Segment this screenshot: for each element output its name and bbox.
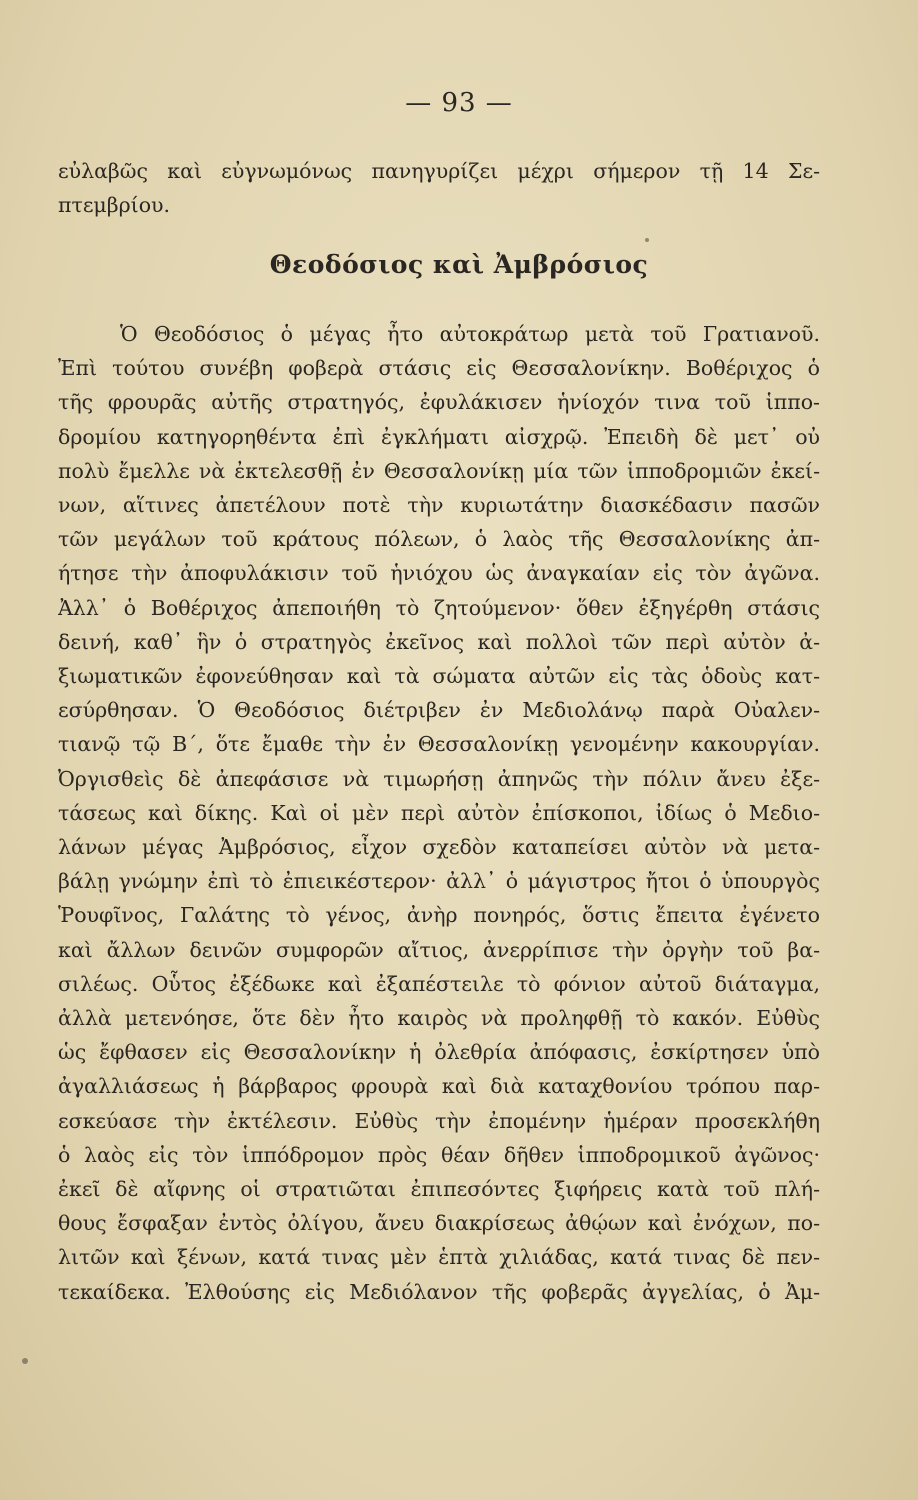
text-line: εσκεύασε τὴν ἐκτέλεσιν. Εὐθὺς τὴν ἐπομένην ἡμέραν προσεκλήθη (58, 1108, 820, 1133)
body-paragraph (58, 317, 820, 1309)
text-line: ὡς ἔφθασεν εἰς Θεσσαλονίκην ἡ ὀλεθρία ἀπόφασις, ἐσκίρτησεν ὑπὸ (58, 1040, 820, 1065)
text-line: ἀγαλλιάσεως ἡ βάρβαρος φρουρὰ καὶ διὰ καταχθονίου τρόπου παρ- (58, 1074, 820, 1099)
text-line: ήτησε τὴν ἀποφυλάκισιν τοῦ ἡνιόχου ὡς ἀναγκαίαν εἰς τὸν ἀγῶνα. (58, 561, 820, 586)
section-heading: Θεοδόσιος καὶ Ἀμβρόσιος (269, 250, 649, 279)
text-line: Ὁ Θεοδόσιος ὁ μέγας ἦτο αὐτοκράτωρ μετὰ τοῦ Γρατιανοῦ. (120, 322, 820, 346)
text-line: τιανῷ τῷ Β΄, ὅτε ἔμαθε τὴν ἐν Θεσσαλονίκῃ γενομένην κακουργίαν. (58, 732, 820, 757)
text-line: δεινή, καθ᾽ ἣν ὁ στρατηγὸς ἐκεῖνος καὶ πολλοὶ τῶν περὶ αὐτὸν ἀ- (58, 629, 820, 654)
text-line: Ὀργισθεὶς δὲ ἀπεφάσισε νὰ τιμωρήσῃ ἀπηνῶς τὴν πόλιν ἄνευ ἐξε- (58, 766, 820, 791)
text-line: ἐκεῖ δὲ αἴφνης οἱ στρατιῶται ἐπιπεσόντες ξιφήρεις κατὰ τοῦ πλή- (58, 1177, 820, 1202)
text-line: τῆς φρουρᾶς αὐτῆς στρατηγός, ἐφυλάκισεν ἡνίοχόν τινα τοῦ ἱππο- (58, 390, 820, 415)
paper-speck (645, 238, 649, 242)
text-line: τεκαίδεκα. Ἐλθούσης εἰς Μεδιόλανον τῆς φοβερᾶς ἀγγελίας, ὁ Ἀμ- (58, 1279, 820, 1304)
text-line: Ἐπὶ τούτου συνέβη φοβερὰ στάσις εἰς Θεσσαλονίκην. Βοθέριχος ὁ (58, 356, 820, 381)
page-number: — 93 — (405, 88, 513, 118)
text-line: βάλῃ γνώμην ἐπὶ τὸ ἐπιεικέστερον· ἀλλ᾽ ὁ μάγιστρος ἤτοι ὁ ὑπουργὸς (58, 869, 820, 894)
text-line: ἀλλὰ μετενόησε, ὅτε δὲν ἦτο καιρὸς νὰ προληφθῇ τὸ κακόν. Εὐθὺς (58, 1006, 820, 1031)
paper-speck (22, 1358, 28, 1364)
text-line: λάνων μέγας Ἀμβρόσιος, εἶχον σχεδὸν καταπείσει αὐτὸν νὰ μετα- (58, 835, 820, 860)
text-line: τῶν μεγάλων τοῦ κράτους πόλεων, ὁ λαὸς τῆς Θεσσαλονίκης ἀπ- (58, 527, 820, 552)
text-line: ξιωματικῶν ἐφονεύθησαν καὶ τὰ σώματα αὐτῶν εἰς τὰς ὁδοὺς κατ- (58, 664, 820, 689)
text-line: σιλέως. Οὗτος ἐξέδωκε καὶ ἐξαπέστειλε τὸ φόνιον αὐτοῦ διάταγμα, (58, 971, 820, 996)
text-line: Ῥουφῖνος, Γαλάτης τὸ γένος, ἀνὴρ πονηρός, ὅστις ἔπειτα ἐγένετο (58, 903, 820, 928)
text-line: καὶ ἄλλων δεινῶν συμφορῶν αἴτιος, ἀνερρίπισε τὴν ὀργὴν τοῦ βα- (58, 937, 820, 962)
text-line: ὁ λαὸς εἰς τὸν ἱππόδρομον πρὸς θέαν δῆθεν ἱπποδρομικοῦ ἀγῶνος· (58, 1142, 820, 1167)
text-line: τάσεως καὶ δίκης. Καὶ οἱ μὲν περὶ αὐτὸν ἐπίσκοποι, ἰδίως ὁ Μεδιο- (58, 800, 820, 825)
intro-paragraph (58, 154, 820, 222)
text-line: πολὺ ἔμελλε νὰ ἐκτελεσθῇ ἐν Θεσσαλονίκῃ μία τῶν ἱπποδρομιῶν ἐκεί- (58, 458, 820, 483)
text-line: Ἀλλ᾽ ὁ Βοθέριχος ἀπεποιήθη τὸ ζητούμενον· ὅθεν ἐξηγέρθη στάσις (58, 595, 820, 620)
text-line: πτεμβρίου. (58, 193, 171, 218)
text-line: νων, αἵτινες ἀπετέλουν ποτὲ τὴν κυριωτάτην διασκέδασιν πασῶν (58, 493, 820, 518)
text-line: λιτῶν καὶ ξένων, κατά τινας μὲν ἑπτὰ χιλιάδας, κατά τινας δὲ πεν- (58, 1245, 820, 1270)
text-line: θους ἔσφαξαν ἐντὸς ὀλίγου, ἄνευ διακρίσεως ἀθῴων καὶ ἐνόχων, πο- (58, 1211, 820, 1236)
text-line: εσύρθησαν. Ὁ Θεοδόσιος διέτριβεν ἐν Μεδιολάνῳ παρὰ Οὐαλεν- (58, 698, 820, 723)
text-line: εὐλαβῶς καὶ εὐγνωμόνως πανηγυρίζει μέχρι σήμερον τῇ 14 Σε- (58, 159, 820, 183)
text-line: δρομίου κατηγορηθέντα ἐπὶ ἐγκλήματι αἰσχρῷ. Ἐπειδὴ δὲ μετ᾽ οὐ (58, 424, 820, 449)
